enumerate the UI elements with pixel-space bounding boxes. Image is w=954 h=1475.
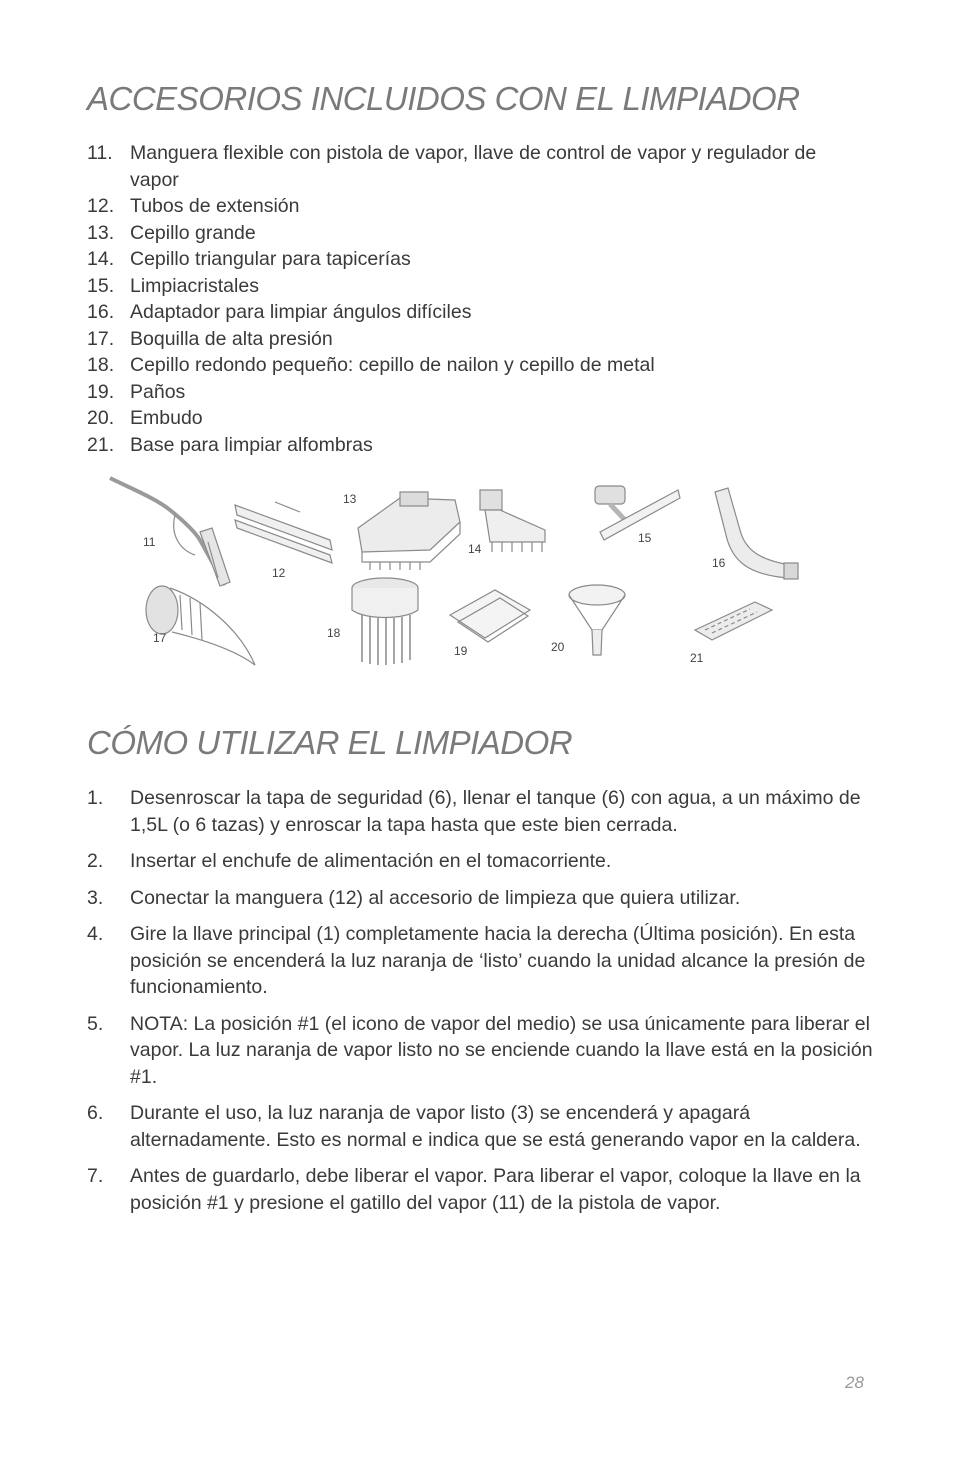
figure-label-12: 12 — [272, 566, 286, 580]
large-brush-drawing — [358, 492, 460, 570]
item-number: 4. — [87, 923, 104, 945]
item-number: 1. — [87, 787, 104, 809]
instructions-list — [87, 785, 877, 1226]
item-text: Cepillo grande — [130, 221, 256, 244]
figure-label-15: 15 — [638, 531, 652, 545]
accessories-drawing — [100, 470, 820, 680]
high-pressure-nozzle-drawing — [146, 586, 255, 665]
item-number: 3. — [87, 886, 104, 909]
figure-label-19: 19 — [454, 644, 468, 658]
list-item — [87, 1163, 877, 1216]
item-text: Base para limpiar alfombras — [130, 433, 373, 456]
list-item — [87, 193, 867, 220]
item-text: Durante el uso, la luz naranja de vapor listo (3) se encenderá y apagará alternadamente. Esto es normal e indica que se está generando vapor en la caldera. — [130, 1102, 861, 1151]
item-number: 16. — [87, 301, 115, 323]
item-text: Manguera flexible con pistola de vapor, llave de control de vapor y regulador de vapor — [130, 142, 817, 191]
item-number: 15. — [87, 274, 115, 297]
list-item — [87, 885, 877, 912]
item-number: 2. — [87, 850, 104, 872]
figure-label-14: 14 — [468, 542, 482, 556]
list-item — [87, 1011, 877, 1091]
small-round-brush-drawing — [352, 578, 418, 665]
accessories-list — [87, 140, 867, 458]
list-item — [87, 273, 867, 300]
figure-label-11: 11 — [143, 535, 156, 549]
figure-label-21: 21 — [690, 651, 704, 665]
item-text: NOTA: La posición #1 (el icono de vapor del medio) se usa únicamente para liberar el vapor. La luz naranja de vapor listo no se enciende cuando la llave está en la posición #1. — [130, 1012, 873, 1088]
figure-label-20: 20 — [551, 640, 565, 654]
triangular-brush-drawing — [480, 490, 545, 552]
list-item — [87, 1100, 877, 1153]
item-text: Paños — [130, 380, 186, 403]
list-item — [87, 326, 867, 353]
item-text: Cepillo triangular para tapicerías — [130, 248, 411, 270]
list-item — [87, 140, 867, 193]
page-number: 28 — [845, 1373, 864, 1392]
item-number: 21. — [87, 433, 115, 456]
list-item — [87, 921, 877, 1001]
carpet-base-drawing — [695, 602, 772, 640]
section-title-how-to-use: CÓMO UTILIZAR EL LIMPIADOR — [87, 724, 573, 761]
item-number: 17. — [87, 327, 115, 350]
item-text: Insertar el enchufe de alimentación en el tomacorriente. — [130, 850, 612, 872]
item-text: Antes de guardarlo, debe liberar el vapor. Para liberar el vapor, coloque la llave en la posición #1 y presione el gatillo del vapor (11) de la pistola de vapor. — [130, 1165, 861, 1214]
figure-label-18: 18 — [327, 626, 341, 640]
list-item — [87, 352, 867, 379]
item-number: 5. — [87, 1012, 104, 1035]
item-number: 18. — [87, 354, 115, 376]
list-item — [87, 299, 867, 326]
figure-label-17: 17 — [153, 631, 167, 645]
accessories-illustration — [100, 470, 820, 680]
list-item — [87, 432, 867, 459]
extension-tubes-drawing — [235, 502, 332, 563]
figure-label-13: 13 — [343, 492, 357, 506]
item-number: 7. — [87, 1165, 104, 1187]
cloths-drawing — [450, 590, 530, 642]
item-text: Desenroscar la tapa de seguridad (6), llenar el tanque (6) con agua, a un máximo de 1,5L (o 6 tazas) y enroscar la tapa hasta que este bien cerrada. — [130, 787, 861, 836]
section-title-accessories: ACCESORIOS INCLUIDOS CON EL LIMPIADOR — [87, 80, 800, 117]
item-number: 6. — [87, 1102, 104, 1124]
list-item — [87, 246, 867, 273]
item-text: Gire la llave principal (1) completamente hacia la derecha (Última posición). En esta posición se encenderá la luz naranja de ‘listo’ cuando la unidad alcance la presión de funcionamiento. — [130, 923, 866, 998]
item-number: 14. — [87, 248, 115, 270]
item-text: Limpiacristales — [130, 274, 259, 297]
item-text: Conectar la manguera (12) al accesorio de limpieza que quiera utilizar. — [130, 886, 741, 909]
item-number: 20. — [87, 407, 115, 429]
item-text: Embudo — [130, 407, 203, 429]
list-item — [87, 220, 867, 247]
list-item — [87, 379, 867, 406]
angle-adapter-drawing — [715, 488, 798, 579]
item-number: 13. — [87, 221, 115, 244]
steam-gun-hose-drawing — [110, 478, 230, 586]
item-text: Adaptador para limpiar ángulos difíciles — [130, 301, 472, 323]
list-item — [87, 405, 867, 432]
item-text: Tubos de extensión — [130, 195, 300, 217]
figure-label-16: 16 — [712, 556, 726, 570]
item-number: 12. — [87, 195, 115, 217]
item-number: 19. — [87, 380, 115, 403]
item-text: Cepillo redondo pequeño: cepillo de nailon y cepillo de metal — [130, 354, 655, 376]
item-text: Boquilla de alta presión — [130, 327, 333, 350]
item-number: 11. — [87, 142, 113, 164]
list-item — [87, 848, 877, 875]
list-item — [87, 785, 877, 838]
funnel-drawing — [569, 585, 625, 655]
